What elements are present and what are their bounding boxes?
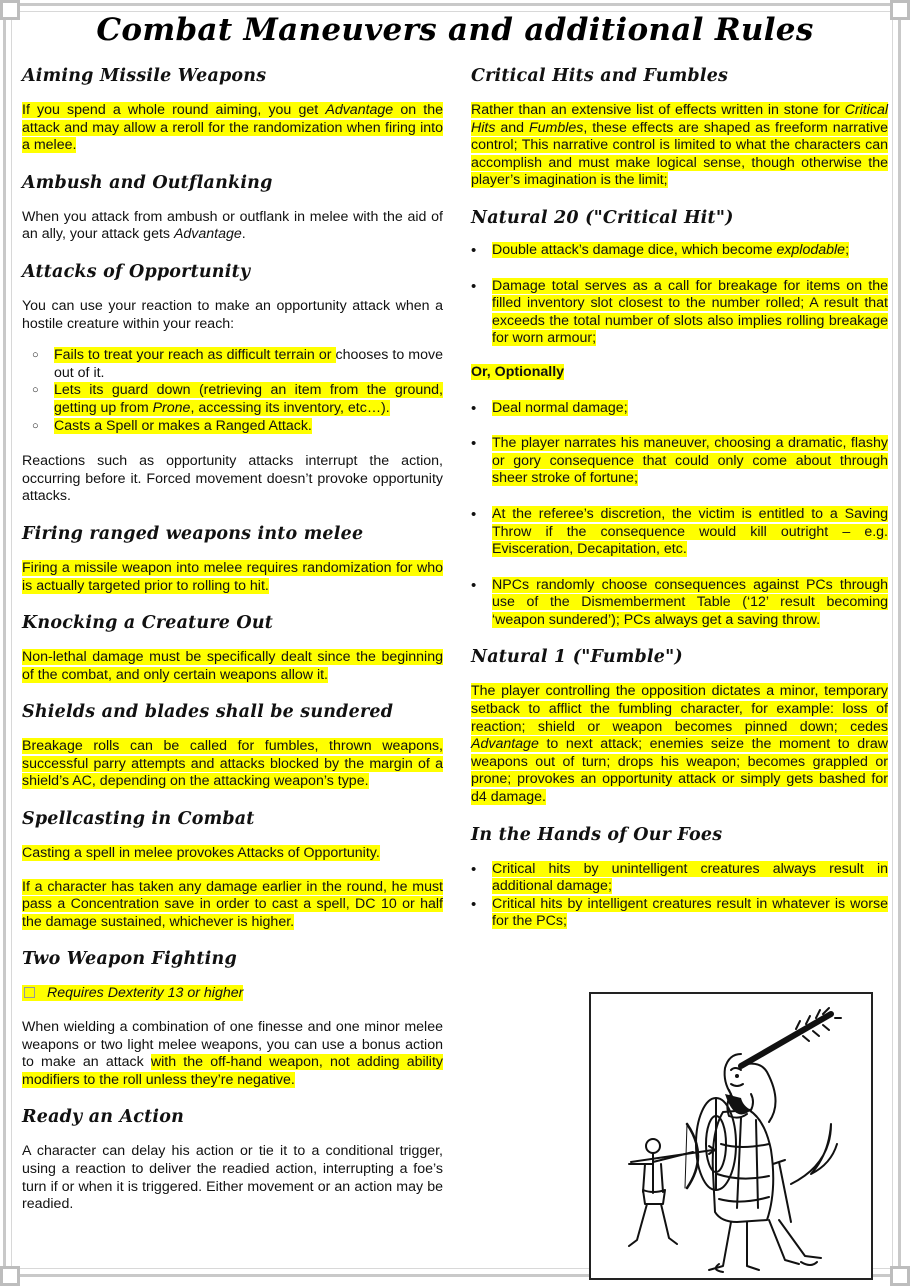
ambush-text: When you attack from ambush or outflank in melee with the aid of an ally, your attack gets Advantage.	[22, 208, 443, 243]
heading-attacks-of-opportunity: Attacks of Opportunity	[22, 261, 251, 282]
page-title: Combat Maneuvers and additional Rules	[96, 12, 814, 48]
aoo-list	[22, 347, 443, 435]
heading-knocking: Knocking a Creature Out	[22, 613, 274, 634]
ready-text: A character can delay his action or tie it to a conditional trigger, using a reaction to deliver the readied action, interrupting a foe’s turn if or when it is triggered. Either movement or an action may be readied.	[22, 1143, 443, 1213]
list-item: • Critical hits by unintelligent creatures always result in additional damage;	[471, 861, 888, 896]
heading-critical-hits: Critical Hits and Fumbles	[471, 66, 729, 86]
heading-ready: Ready an Action	[22, 1107, 185, 1128]
list-item: • Damage total serves as a call for breakage for items on the filled inventory slot closest to the number rolled; A result that exceeds the total number of slots also implies rolling breakage for worn armour;	[471, 278, 888, 348]
spellcasting-text-1: Casting a spell in melee provokes Attacks of Opportunity.	[22, 845, 380, 862]
nat20-list	[471, 242, 888, 348]
heading-shields: Shields and blades shall be sundered	[22, 702, 394, 723]
firing-text: Firing a missile weapon into melee requires randomization for who is actually targeted prior to rolling to hit.	[22, 559, 443, 594]
list-item: • Double attack’s damage dice, which become explodable;	[471, 242, 888, 260]
heading-spellcasting: Spellcasting in Combat	[22, 809, 255, 830]
list-item: • NPCs randomly choose consequences against PCs through use of the Dismemberment Table (‘12’ result becoming ‘weapon sundered’); PCs always get a saving throw.	[471, 577, 888, 630]
heading-ambush: Ambush and Outflanking	[22, 172, 273, 193]
spellcasting-text-2: If a character has taken any damage earlier in the round, he must pass a Concentration save in order to cast a spell, DC 10 or half the damage sustained, whichever is higher.	[22, 878, 443, 930]
corner-ornament-br	[890, 1266, 910, 1286]
list-item: ○ Casts a Spell or makes a Ranged Attack.	[22, 418, 443, 436]
aoo-outro: Reactions such as opportunity attacks interrupt the action, occurring before it. Forced movement doesn’t provoke opportunity attacks.	[22, 453, 443, 505]
list-item: • At the referee’s discretion, the victim is entitled to a Saving Throw if the consequence would kill outright – e.g. Evisceration, Decapitation, etc.	[471, 506, 888, 559]
heading-natural-1: Natural 1 ("Fumble")	[471, 647, 683, 668]
heading-firing: Firing ranged weapons into melee	[22, 523, 364, 544]
twf-text: When wielding a combination of one finesse and one minor melee weapons or two light melee weapons, you can use a bonus action to make an attack with the off-hand weapon, not adding ability modifiers to the roll unless they’re negative.	[22, 1019, 443, 1088]
optional-label: Or, Optionally	[471, 363, 565, 380]
corner-ornament-bl	[0, 1266, 20, 1286]
heading-aiming: Aiming Missile Weapons	[22, 66, 267, 86]
giant-vs-archer-icon	[591, 994, 871, 1278]
knocking-text: Non-lethal damage must be specifically dealt since the beginning of the combat, and only certain weapons allow it.	[22, 649, 443, 683]
heading-natural-20: Natural 20 ("Critical Hit")	[471, 207, 734, 228]
checkbox-icon	[24, 987, 35, 998]
right-column	[471, 60, 888, 931]
aoo-intro: You can use your reaction to make an opportunity attack when a hostile creature within your reach:	[22, 297, 443, 332]
nat1-text: The player controlling the opposition dictates a minor, temporary setback to afflict the fumbling character, for example: loss of reaction; shield or weapon becomes pinned down; cedes Advantage to next attack; enemies seize the moment to draw weapons out of turn; drops his weapon; becomes grappled or prone; provokes an opportunity attack or simply gets bashed for d4 damage.	[471, 683, 888, 806]
nat20-optional-list	[471, 400, 888, 630]
list-item: • Critical hits by intelligent creatures result in whatever is worse for the PCs;	[471, 896, 888, 931]
foes-list	[471, 861, 888, 931]
crits-text: Rather than an extensive list of effects written in stone for Critical Hits and Fumbles, these effects are shaped as freeform narrative control; This narrative control is limited to what the characters can accomplish and must make logical sense, though otherwise the player’s imagination is the limit;	[471, 102, 888, 189]
list-item: ○ Lets its guard down (retrieving an item from the ground, getting up from Prone, accessing its inventory, etc…).	[22, 382, 443, 417]
aiming-text: If you spend a whole round aiming, you get Advantage on the attack and may allow a reroll for the randomization when firing into a melee.	[22, 102, 444, 154]
woodcut-illustration	[589, 992, 873, 1280]
list-item: • The player narrates his maneuver, choosing a dramatic, flashy or gory consequence that could only come about through sheer stroke of fortune;	[471, 435, 888, 488]
twf-requirement: Requires Dexterity 13 or higher	[22, 985, 443, 1003]
shields-text: Breakage rolls can be called for fumbles, thrown weapons, successful parry attempts and attacks blocked by the margin of a shield’s AC, depending on the attacking weapon’s type.	[22, 738, 443, 790]
list-item: ○ Fails to treat your reach as difficult terrain or chooses to move out of it.	[22, 347, 443, 382]
heading-two-weapon: Two Weapon Fighting	[22, 949, 237, 970]
list-item: • Deal normal damage;	[471, 400, 888, 418]
heading-foes: In the Hands of Our Foes	[471, 824, 723, 845]
left-column	[22, 60, 443, 1214]
